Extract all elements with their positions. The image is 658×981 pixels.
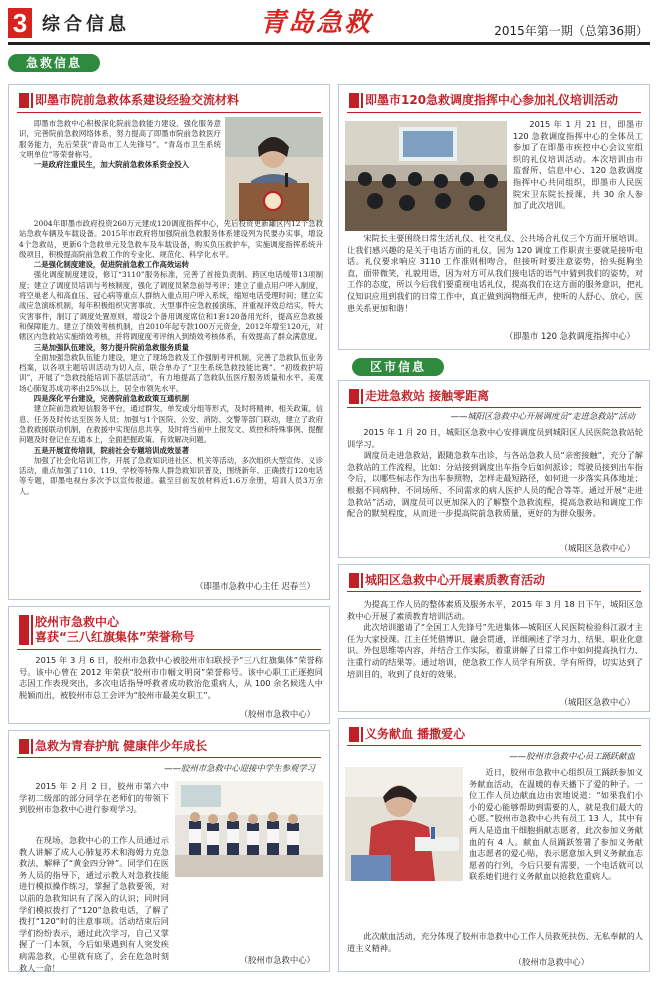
- article-title: 即墨市院前急救体系建设经验交流材料: [35, 93, 239, 108]
- article-signoff: （即墨市 120 急救调度指挥中心）: [504, 331, 635, 341]
- article-signoff: （城阳区急救中心）: [559, 697, 635, 707]
- article-signoff: （即墨市急救中心主任 迟春兰）: [195, 581, 315, 591]
- article-title: 义务献血 播撒爱心: [365, 727, 465, 742]
- article-jimo-system: [8, 84, 330, 600]
- article-body-intro: 即墨市急救中心积极深化院前急救能力建设、强化服务意识，完善院前急救网络体系，努力提高了即墨市院前急救医疗服务能力，先后荣获“青岛市工人先锋号”、“青岛市卫生系统文明单位”等荣誉称号。 一是政府注重民生，加大院前急救体系资金投入: [19, 119, 221, 170]
- article-jiaozhou-award: [8, 606, 330, 724]
- photo-training-room: [345, 121, 507, 231]
- article-title: 急救为青春护航 健康伴少年成长: [35, 739, 207, 754]
- article-signoff: （胶州市急救中心）: [239, 709, 315, 719]
- article-byline: ——城阳区急救中心开展调度员“走进急救站”活动: [450, 411, 635, 421]
- article-body: 为提高工作人员的整体素质及服务水平，2015 年 3 月 18 日下午，城阳区急救中心开展了素质教育培训活动。 此次培训邀请了“全国工人先锋号”先进集体—城阳区人民医院检验科江淑才主任为大家授课。江主任凭借博识、融会贯通，详细阐述了学习力、结果、职业化意识、外包思维等内容，并结合工作实际，着重讲解了日常工作中如何提高执行力、注重行动的结果等。通过培训，使急救工作人员学有所获、学有所得，切实达到了培训目的，收到了良好的效果。: [347, 599, 643, 679]
- photo-speaker: [225, 117, 323, 221]
- article-title: 城阳区急救中心开展素质教育活动: [365, 573, 545, 588]
- article-body: 2004年即墨市政府投资260万元建成120调度指挥中心，先后投资更新罐区内12个急救站急救车辆及车载设备。2015年市政府将加强院前急救服务体系建设列为民要办实事，增设4个急救站，更新6个急救单元及急救车及车载设备，购买负压救护车，实施调度指挥系统升级项目，积极提高院前急救工作的专业化、规范化、科学化水平。 二是强化制度建设，促进院前急救工作高效运转 强化调度制度建设，修订“3110”服务标准，完善了首接负责制、跨区电话缓带13项制度；建立了调度员培训与考核制度，强化了调度员紧急前导考评；建立了重点用户呼入制度，将空巢老人和高血压、冠心病等重点人群纳入重点用户呼入系统，缩短电话受理时间；建立实战应急演练机制，每年积极组织灾害事故、大型事件应急救援演练，并重视评效总结实，特大灾害事件，制订了调度处置原则，增设2个备用调度席位和1套120备用光纤，提高应急救援和保障能力。建立了绩效考核机制，自2010年起专款100万元资金，2012年增至120元，对辖区内急救站实施绩效考核，并将调度度考评纳入到绩效考核体系，有效提高了群众满意度。 三是加强队伍建设，努力提升院前急救服务质量 全面加强急救队伍能力建设，建立了现场急救及工作强制考评机制，完善了急救队伍业务档案，以各项主题培训活动为切入点，联合单办了“卫生系统急救技能比赛”、“初级救护培训”，开展了“急救技能培训下基层活动”，有力地提高了急救队伍医疗服务质量和水平。美观场心肺复苏成功率由25%以上，居全市领先水平。 四是深化平台建设，完善院前急救政策互通机制 建立院前急救短信服务平台，通过群发、单发或分组等形式，及时将精神、相关政策、信息、任务及时传达至医务人员；加强与1个医院、公安、消防、交警等部门联动，建立了政府急救救援联动机制，在救援中实现信息共享，及时将当前中上报发文、质控和特殊事例、提醒问题及时登记在互通本上，全面把握政策、有效解决问题。 五是开展宣传培训，院前社会专题培训成效显著 加强了社会化培训工作，开展了急救知识进社区、机关等活动，多次组织大型宣传、义诊活动，重点加强了110、119、学校等特殊人群急救知识普及，围绕新年、正确拨打120电话等专题，即墨电视台多次予以宣传报道。截至目前发放材料近1.6万余册，培训人员3万余人。: [19, 219, 323, 496]
- issue-number: 2015年第一期（总第36期）: [494, 24, 648, 38]
- article-chengyang-visit: [338, 380, 650, 558]
- article-youth-firstaid: [8, 730, 330, 972]
- article-body: 2015 年 1 月 20 日，城阳区急救中心安排调度员到城阳区人民医院急救站轮训学习。 调度员走进急救站，跟随急救车出诊，与各站急救人员“亲密接触”，充分了解急救站的工作流程，比如：分站接到调度出车指令后如何派诊；驾驶员接到出车指令后，以哪些标志作为出车参照物，怎样走最短路径，如何进一步落实具体地址；根据不同病种、不同场所、不同需求的病人医护人员的配合等等。通过开展“走进急救站”活动，调度员可以更加深入的了解整个急救流程，提高急救站和调度工作配合的默契程度，从而进一步提高院前急救质量，更好的为群众服务。: [347, 427, 643, 519]
- page-header: [0, 0, 658, 48]
- article-jimo-etiquette: [338, 84, 650, 350]
- section-tag-district-info: 区市信息: [352, 358, 444, 376]
- article-signoff: （城阳区急救中心）: [559, 543, 635, 553]
- header-rule: [8, 42, 650, 45]
- article-body-lead: 2015 年 2 月 2 日，胶州市第六中学初二级部的部分同学在老师们的带领下到胶州市急救中心进行参观学习。: [19, 781, 169, 815]
- article-byline: ——胶州市急救中心员工踊跃献血: [509, 751, 635, 761]
- article-title: 胶州市急救中心 喜获“三八红旗集体”荣誉称号: [35, 615, 195, 645]
- article-body: 近日，胶州市急救中心组织员工踊跃参加义务献血活动，在温暖的春天播下了爱的种子。一位工作人员边献血边由衷地说道：“如果我们小小的爱心能够帮助到需要的人，就是我们最大的心愿。”胶州市急救中心共有员工 13 人，其中有两人是造血干细胞捐献志愿者，此次参加义务献血的有 4 人。献血人员踊跃签署了参加义务献血志愿者的爱心贴，表示愿意加入到义务献血志愿者的行列，今后只要有需要，一个电话就可以联系她们进行义务献血以抢救危重病人。: [469, 767, 643, 882]
- article-body: 2015 年 3 月 6 日，胶州市急救中心被胶州市妇联授予“三八红旗集体”荣誉称号。该中心曾在 2012 年荣获“胶州市巾帼文明岗”荣誉称号。该中心职工正逐抱同志因工作表现突出，多次电话指导呼救者成功救治危重病人，从 100 余名候选人中脱颖而出，被胶州市总工会评为“胶州市最美女职工”。: [19, 655, 323, 700]
- section-tag-emergency-info: 急救信息: [8, 54, 100, 72]
- article-body: 宋院长主要围绕日常生活礼仪、社交礼仪、公共场合礼仪三个方面开展培训。让我们感兴趣的是关于电话方面的礼仪，因为 120 调度工作职责主要就是接听电话。礼仪要求响应 3110 工作准则相吻合，但接听时要注意姿势，抬头挺胸坐直，面带微笑，礼貌用语，因为对方可从我们接电话的语气中猜到我们的姿势，对工作的态度，所以今后我们要重视电话礼仪，提高我们在这方面的服务意识，把礼仪知识应用到我们的日常工作中，真正做到润物细无声，使听的人舒心、放心，医患关系更加和谐！: [347, 233, 643, 313]
- masthead-logo: 青岛急救: [260, 8, 373, 38]
- article-body-closing: 此次献血活动，充分体现了胶州市急救中心工作人员救死扶伤、无私奉献的人道主义精神。: [347, 931, 643, 953]
- article-chengyang-quality: [338, 564, 650, 712]
- section-title: 综合信息: [42, 14, 130, 35]
- photo-blood-donor: [345, 767, 463, 881]
- article-title: 走进急救站 接触零距离: [365, 389, 489, 404]
- article-body-mid: 在现场，急救中心的工作人员通过示教人讲解了成人心肺复苏术和海姆力克急救法，解释了“黄金四分钟”。同学们在医务人员的指导下，通过示教人对急救技能进行模拟操作练习，掌握了急救要领，对以前的急救知识有了深入的认识；同时同学们模拟拨打了“120”急救电话，了解了拨打“120”时的注意事项。活动结束后同学们纷纷表示，通过此次学习，自己又掌握了一门本领，今后如果遇到有人突发疾病需急救，心里就有底了，会在危急时刻救人一命！: [19, 835, 169, 973]
- article-body-lead: 2015 年 1 月 21 日，即墨市 120 急救调度指挥中心的全体员工参加了在即墨市疾控中心会议室组织的礼仪培训活动。本次培训由市监督所、信息中心、120 急救调度指挥中心共同组织，即墨市人民医院宋卫东院长授课，共 30 余人参加了此次培训。: [513, 119, 643, 211]
- photo-students: [175, 781, 323, 877]
- article-signoff: （胶州市急救中心）: [239, 955, 315, 965]
- article-blood-donation: [338, 718, 650, 972]
- article-title: 即墨市120急救调度指挥中心参加礼仪培训活动: [365, 93, 618, 108]
- article-byline: ——胶州市急救中心迎接中学生参观学习: [164, 763, 315, 773]
- page-number: 3: [8, 8, 32, 38]
- article-signoff: （胶州市急救中心）: [513, 957, 589, 967]
